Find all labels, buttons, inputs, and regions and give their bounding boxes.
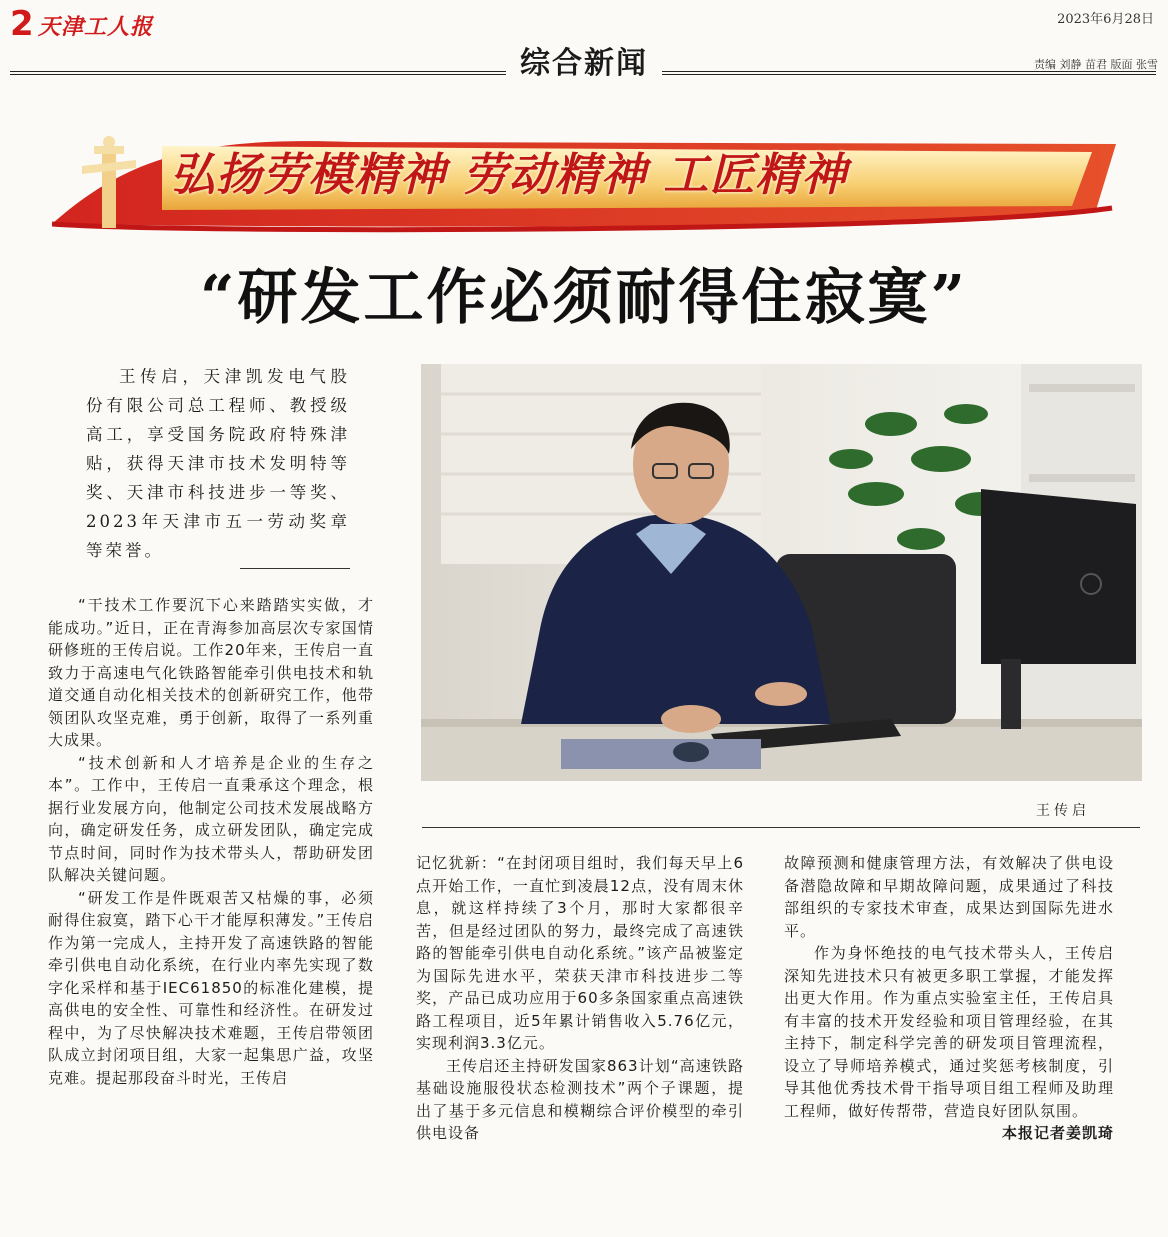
page-number: 2 [10, 4, 34, 44]
paragraph-text: 作为身怀绝技的电气技术带头人，王传启深知先进技术只有被更多职工掌握，才能发挥出更大作用。作为重点实验室主任，王传启具有丰富的技术开发经验和项目管理经验，在其主持下，制定科学完善的研发项目管理流程，设立了导师培养模式，通过奖惩考核制度，引导其他优秀技术骨干指导项目组工程师及助理工程师，做好传帮带，营造良好团队氛围。 [784, 944, 1114, 1120]
header-rule [660, 74, 1156, 75]
section-title: 综合新闻 [506, 38, 662, 82]
article-column-2 [416, 852, 744, 1145]
article-column-1 [48, 594, 374, 1089]
article-headline: “研发工作必须耐得住寂寞” [199, 263, 969, 333]
paragraph: “技术创新和人才培养是企业的生存之本”。工作中，王传启一直秉承这个理念，根据行业发展方向，他制定公司技术发展战略方向，确定研发任务，成立研发团队，确定完成节点时间，同时作为技术带头人，帮助研发团队解决关键问题。 [48, 753, 374, 884]
photo-caption: 王传启 [1036, 803, 1090, 819]
editor-credits: 责编 刘静 苗君 版面 张雪 [1034, 58, 1158, 71]
paragraph: “干技术工作要沉下心来踏踏实实做，才能成功。”近日，正在青海参加高层次专家国情研修班的王传启说。工作20年来，王传启一直致力于高速电气化铁路智能牵引供电技术和轨道交通自动化相关技术的创新研究工作，他带领团队攻坚克难，勇于创新，取得了一系列重大成果。 [48, 596, 374, 749]
paragraph: 王传启还主持研发国家863计划“高速铁路基础设施服役状态检测技术”两个子课题，提出了基于多元信息和模糊综合评价模型的牵引供电设备 [416, 1056, 744, 1142]
article-photo [421, 364, 1142, 781]
header-rule [10, 74, 506, 75]
paper-name-logo: 天津工人报 [38, 14, 154, 40]
header-rule [10, 71, 506, 72]
reporter-byline: 本报记者姜凯琦 [1001, 1124, 1114, 1142]
paragraph: 故障预测和健康管理方法，有效解决了供电设备潜隐故障和早期故障问题，成果通过了科技部组织的专家技术审查，成果达到国际先进水平。 [784, 854, 1114, 940]
article-column-3 [784, 852, 1114, 1145]
paragraph [784, 942, 1114, 1142]
banner-slogan: 弘扬劳模精神 劳动精神 工匠精神 [170, 148, 848, 201]
intro-divider [240, 568, 350, 569]
paragraph: 记忆犹新：“在封闭项目组时，我们每天早上6点开始工作，一直忙到凌晨12点，没有周末休息，就这样持续了3个月，那时大家都很辛苦，但是经过团队的努力，最终完成了高速铁路的智能牵引供电自动化系统。”该产品被鉴定为国际先进水平，荣获天津市科技进步二等奖，产品已成功应用于60多条国家重点高速铁路工程项目，近5年累计销售收入5.76亿元，实现利润3.3亿元。 [416, 854, 744, 1052]
issue-date: 2023年6月28日 [1057, 12, 1154, 27]
article-intro: 王传启，天津凯发电气股份有限公司总工程师、教授级高工，享受国务院政府特殊津贴，获得天津市技术发明特等奖、天津市科技进步一等奖、2023年天津市五一劳动奖章等荣誉。 [86, 367, 350, 560]
photo-divider [422, 827, 1140, 828]
paragraph: “研发工作是件既艰苦又枯燥的事，必须耐得住寂寞，踏下心干才能厚积薄发。”王传启作为第一完成人，主持开发了高速铁路的智能牵引供电自动化系统，在行业内率先实现了数字化采样和基于IEC61850的标准化建模，提高供电的安全性、可靠性和经济性。在研发过程中，为了尽快解决技术难题，王传启带领团队成立封闭项目组，大家一起集思广益，攻坚克难。提起那段奋斗时光，王传启 [48, 888, 374, 1087]
